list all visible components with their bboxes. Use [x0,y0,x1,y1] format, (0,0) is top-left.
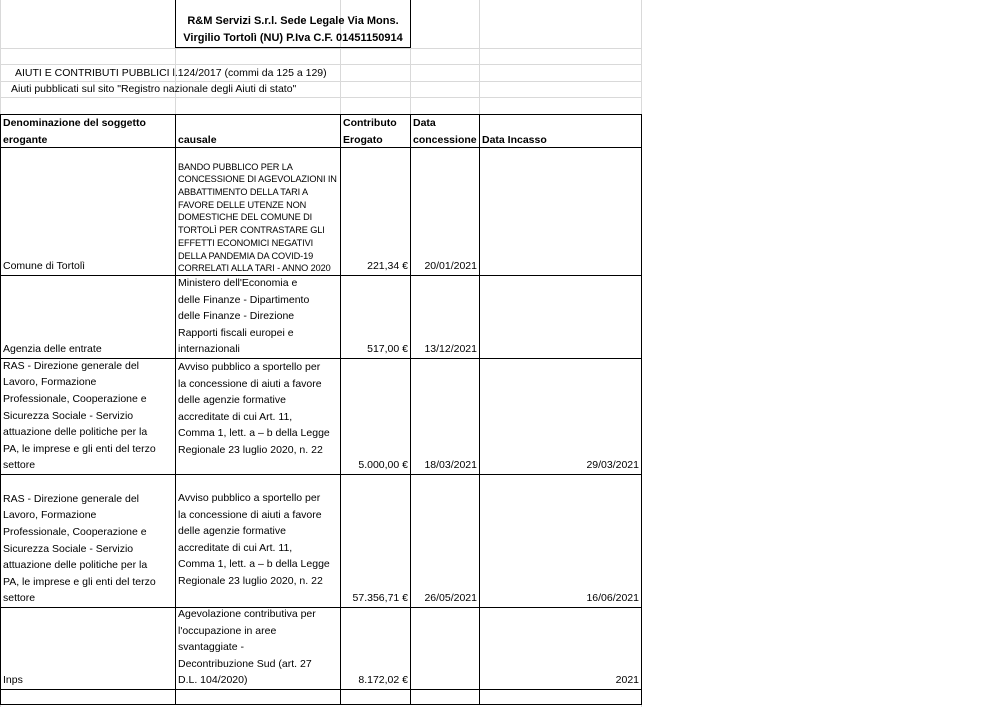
table-row-4-contributo [340,474,411,608]
empty-cell [479,689,642,705]
table-row-3-soggetto [0,358,176,475]
header-contributo [340,114,411,148]
table-row-3-data-concessione [410,358,480,475]
table-row-1-data-concessione [410,147,480,276]
table-row-5-data-incasso [479,607,642,690]
cell-text: 2021 [615,674,639,687]
subtitle-law: AIUTI E CONTRIBUTI PUBBLICI l.124/2017 (commi da 125 a 129) [15,67,327,79]
cell-text: 29/03/2021 [586,459,639,472]
cell-text: 57.356,71 € [352,592,408,605]
cell-text: 20/01/2021 [424,260,477,273]
table-row-2-soggetto [0,275,176,359]
header-data-concessione-label: Data concessione [413,117,477,146]
table-row-1-soggetto [0,147,176,276]
table-row-5-data-concessione [410,607,480,690]
table-row-5-soggetto [0,607,176,690]
company-header: R&M Servizi S.r.l. Sede Legale Via Mons. Virgilio Tortolì (NU) P.Iva C.F. 01451150914 [175,0,411,48]
table-row-3-contributo [340,358,411,475]
cell-text: Ministero dell'Economia e delle Finanze - Dipartimento delle Finanze - Direzione Rapporti fiscali europei e internazionali [178,277,310,356]
table-row-1-contributo [340,147,411,276]
cell-text: 18/03/2021 [424,459,477,472]
cell-text: 8.172,02 € [358,674,408,687]
grid-line [0,48,641,49]
cell-text: Inps [3,674,23,687]
table-row-5-causale [175,607,341,690]
grid-line [0,97,641,98]
empty-cell [340,689,411,705]
empty-cell [0,689,176,705]
cell-text: 5.000,00 € [358,459,408,472]
table-row-2-data-concessione [410,275,480,359]
table-row-4-data-concessione [410,474,480,608]
cell-text: 517,00 € [367,343,408,356]
table-row-1-causale [175,147,341,276]
subtitle-registry: Aiuti pubblicati sul sito "Registro nazionale degli Aiuti di stato" [11,83,297,95]
header-data-concessione [410,114,480,148]
table-row-2-data-incasso [479,275,642,359]
cell-text: Agenzia delle entrate [3,343,102,356]
cell-text: Agevolazione contributiva per l'occupazione in aree svantaggiate - Decontribuzione Sud (art. 27 D.L. 104/2020) [178,608,316,687]
header-data-incasso-label: Data Incasso [482,134,547,146]
table-row-5-contributo [340,607,411,690]
grid-line [0,81,641,82]
table-row-4-data-incasso [479,474,642,608]
header-soggetto [0,114,176,148]
header-causale-label: causale [178,134,217,146]
table-row-3-data-incasso [479,358,642,475]
cell-text: 26/05/2021 [424,592,477,605]
cell-text: Comune di Tortolì [3,260,86,273]
table-row-4-soggetto [0,474,176,608]
empty-cell [410,689,480,705]
table-row-4-causale [175,474,341,608]
grid-line [0,64,641,65]
table-row-3-causale [175,358,341,475]
table-row-2-contributo [340,275,411,359]
table-row-1-data-incasso [479,147,642,276]
cell-text: RAS - Direzione generale del Lavoro, Formazione Professionale, Cooperazione e Sicurezza Sociale - Servizio attuazione delle politiche per la PA, le imprese e gli enti del terzo settore [3,359,156,472]
header-soggetto-label: Denominazione del soggetto erogante [3,117,146,146]
header-data-incasso [479,114,642,148]
header-causale [175,114,341,148]
cell-text: 221,34 € [367,260,408,273]
cell-text: BANDO PUBBLICO PER LA CONCESSIONE DI AGEVOLAZIONI IN ABBATTIMENTO DELLA TARI A FAVORE DELLE UTENZE NON DOMESTICHE DEL COMUNE DI TORTOLÌ PER CONTRASTARE GLI EFFETTI ECONOMICI NEGATIVI DELLA PANDEMIA DA COVID-19 CORRELATI ALLA TARI - ANNO 2020 [178,161,337,274]
cell-text: Avviso pubblico a sportello per la concessione di aiuti a favore delle agenzie formative accreditate di cui Art. 11, Comma 1, lett. a – b della Legge Regionale 23 luglio 2020, n. 22 [178,492,330,587]
table-row-2-causale [175,275,341,359]
empty-cell [175,689,341,705]
header-contributo-label: Contributo Erogato [343,117,397,146]
cell-text: 16/06/2021 [586,592,639,605]
cell-text: RAS - Direzione generale del Lavoro, Formazione Professionale, Cooperazione e Sicurezza Sociale - Servizio attuazione delle politiche per la PA, le imprese e gli enti del terzo settore [3,492,156,605]
cell-text: 13/12/2021 [424,343,477,356]
cell-text: Avviso pubblico a sportello per la concessione di aiuti a favore delle agenzie formative accreditate di cui Art. 11, Comma 1, lett. a – b della Legge Regionale 23 luglio 2020, n. 22 [178,361,330,456]
